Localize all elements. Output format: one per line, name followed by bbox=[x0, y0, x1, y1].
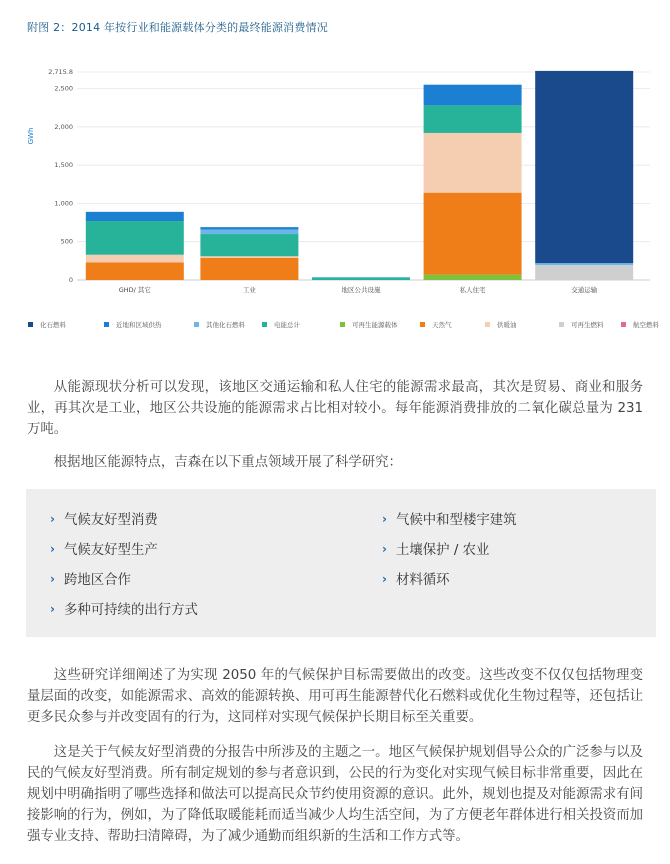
y-tick-label: 1,000 bbox=[54, 199, 73, 208]
legend-item bbox=[621, 320, 659, 329]
legend-swatch bbox=[485, 322, 490, 327]
research-area-item bbox=[50, 599, 198, 618]
research-area-label: 多种可持续的出行方式 bbox=[64, 603, 198, 618]
chart-legend bbox=[28, 320, 668, 334]
research-area-item bbox=[382, 569, 450, 588]
y-axis-label: GWh bbox=[27, 127, 35, 145]
paragraph-research-intro: 根据地区能源特点，吉森在以下重点领域开展了科学研究： bbox=[53, 455, 402, 470]
bar-segment bbox=[424, 85, 522, 106]
legend-swatch bbox=[340, 322, 345, 327]
bar-segment bbox=[200, 258, 298, 280]
chevron-right-icon: › bbox=[382, 511, 387, 526]
y-tick-label: 1,500 bbox=[54, 161, 73, 170]
x-tick-label: 私人住宅 bbox=[459, 286, 486, 294]
bar-segment bbox=[535, 263, 633, 265]
legend-label: 天然气 bbox=[432, 321, 452, 329]
legend-label: 近地和区域供热 bbox=[116, 321, 162, 329]
bar-segment bbox=[424, 105, 522, 133]
chevron-right-icon: › bbox=[382, 541, 387, 556]
paragraph-energy-analysis: 从能源现状分析可以发现，该地区交通运输和私人住宅的能源需求最高，其次是贸易、商业和服务业，再其次是工业，地区公共设施的能源需求占比相对较小。每年能源消费排放的二氧化碳总量为 231 万吨。 bbox=[27, 380, 643, 437]
legend-label: 供暖油 bbox=[497, 321, 517, 329]
x-tick-label: 工业 bbox=[242, 286, 256, 294]
legend-swatch bbox=[420, 322, 425, 327]
legend-label: 电能总计 bbox=[274, 321, 300, 329]
research-area-item bbox=[50, 539, 158, 558]
legend-swatch bbox=[262, 322, 267, 327]
research-area-label: 材料循环 bbox=[396, 573, 450, 588]
x-tick-label: GHD/ 其它 bbox=[118, 286, 151, 294]
x-tick-label: 交通运输 bbox=[571, 286, 598, 294]
bar-segment bbox=[200, 227, 298, 229]
energy-chart bbox=[0, 60, 670, 310]
legend-item bbox=[340, 320, 398, 329]
bar-segment bbox=[312, 277, 410, 278]
research-area-item bbox=[382, 539, 489, 558]
bar-segment bbox=[86, 212, 184, 221]
y-tick-label: 0 bbox=[68, 276, 73, 284]
research-area-label: 跨地区合作 bbox=[64, 573, 131, 588]
legend-item bbox=[485, 320, 517, 329]
legend-swatch bbox=[194, 322, 199, 327]
chevron-right-icon: › bbox=[382, 571, 387, 586]
research-area-item bbox=[382, 509, 517, 528]
research-areas-box bbox=[26, 489, 656, 637]
paragraph-research-detail: 这些研究详细阐述了为实现 2050 年的气候保护目标需要做出的改变。这些改变不仅仅包括物理变量层面的改变，如能源需求、高效的能源转换、用可再生能源替代化石燃料或优化生物过程等，还包括让更多民众参与并改变固有的行为，这同样对实现气候保护长期目标至关重要。 bbox=[27, 668, 643, 725]
chevron-right-icon: › bbox=[50, 571, 55, 586]
bar-segment bbox=[535, 71, 633, 263]
chevron-right-icon: › bbox=[50, 601, 55, 616]
bar-segment bbox=[424, 133, 522, 193]
legend-label: 化石燃料 bbox=[40, 321, 66, 329]
research-area-item bbox=[50, 509, 158, 528]
y-tick-label: 500 bbox=[60, 237, 73, 246]
bar-segment bbox=[86, 255, 184, 263]
bar-segment bbox=[424, 193, 522, 275]
legend-item bbox=[420, 320, 452, 329]
legend-swatch bbox=[104, 322, 109, 327]
paragraph-climate-consumption: 这是关于气候友好型消费的分报告中所涉及的主题之一。地区气候保护规划倡导公众的广泛参与以及民的气候友好型消费。所有制定规划的参与者意识到，公民的行为变化对实现气候目标非常重要，因此在规划中明确指明了哪些选择和做法可以提高民众节约使用资源的意识。此外，规划也提及对能源需求有间接影响的行为，例如，为了降低取暖能耗而适当减少人均生活空间，为了方便老年群体进行相关投资而加强专业支持、帮助扫清障碍，为了减少通勤而组织新的生活和工作方式等。 bbox=[27, 745, 643, 844]
chevron-right-icon: › bbox=[50, 541, 55, 556]
y-tick-label: 2,000 bbox=[54, 122, 73, 131]
research-area-label: 气候友好型生产 bbox=[64, 543, 158, 558]
legend-label: 可再生能源载体 bbox=[352, 321, 398, 329]
x-tick-label: 地区公共设施 bbox=[341, 286, 381, 294]
bar-segment bbox=[86, 221, 184, 255]
chevron-right-icon: › bbox=[50, 511, 55, 526]
bar-segment bbox=[312, 278, 410, 280]
research-area-label: 土壤保护 / 农业 bbox=[396, 543, 490, 558]
research-area-label: 气候友好型消费 bbox=[64, 513, 158, 528]
bar-segment bbox=[200, 229, 298, 234]
legend-item bbox=[104, 320, 162, 329]
bar-segment bbox=[200, 256, 298, 258]
research-area-item bbox=[50, 569, 131, 588]
legend-swatch bbox=[559, 322, 564, 327]
bar-segment bbox=[200, 234, 298, 256]
figure-title: 附图 2：2014 年按行业和能源载体分类的最终能源消费情况 bbox=[27, 21, 328, 34]
legend-swatch bbox=[28, 322, 33, 327]
legend-item bbox=[559, 320, 604, 329]
legend-swatch bbox=[621, 322, 626, 327]
legend-label: 航空燃料 bbox=[633, 321, 659, 329]
legend-item bbox=[28, 320, 66, 329]
y-max-label: 2,715.8 bbox=[48, 68, 73, 76]
research-area-label: 气候中和型楼宇建筑 bbox=[396, 513, 517, 528]
legend-item bbox=[194, 320, 245, 329]
bar-segment bbox=[424, 275, 522, 280]
bar-segment bbox=[86, 262, 184, 280]
legend-label: 可再生燃料 bbox=[571, 321, 604, 329]
bar-segment bbox=[535, 265, 633, 280]
y-tick-label: 2,500 bbox=[54, 84, 73, 93]
legend-item bbox=[262, 320, 300, 329]
legend-label: 其他化石燃料 bbox=[206, 321, 245, 329]
